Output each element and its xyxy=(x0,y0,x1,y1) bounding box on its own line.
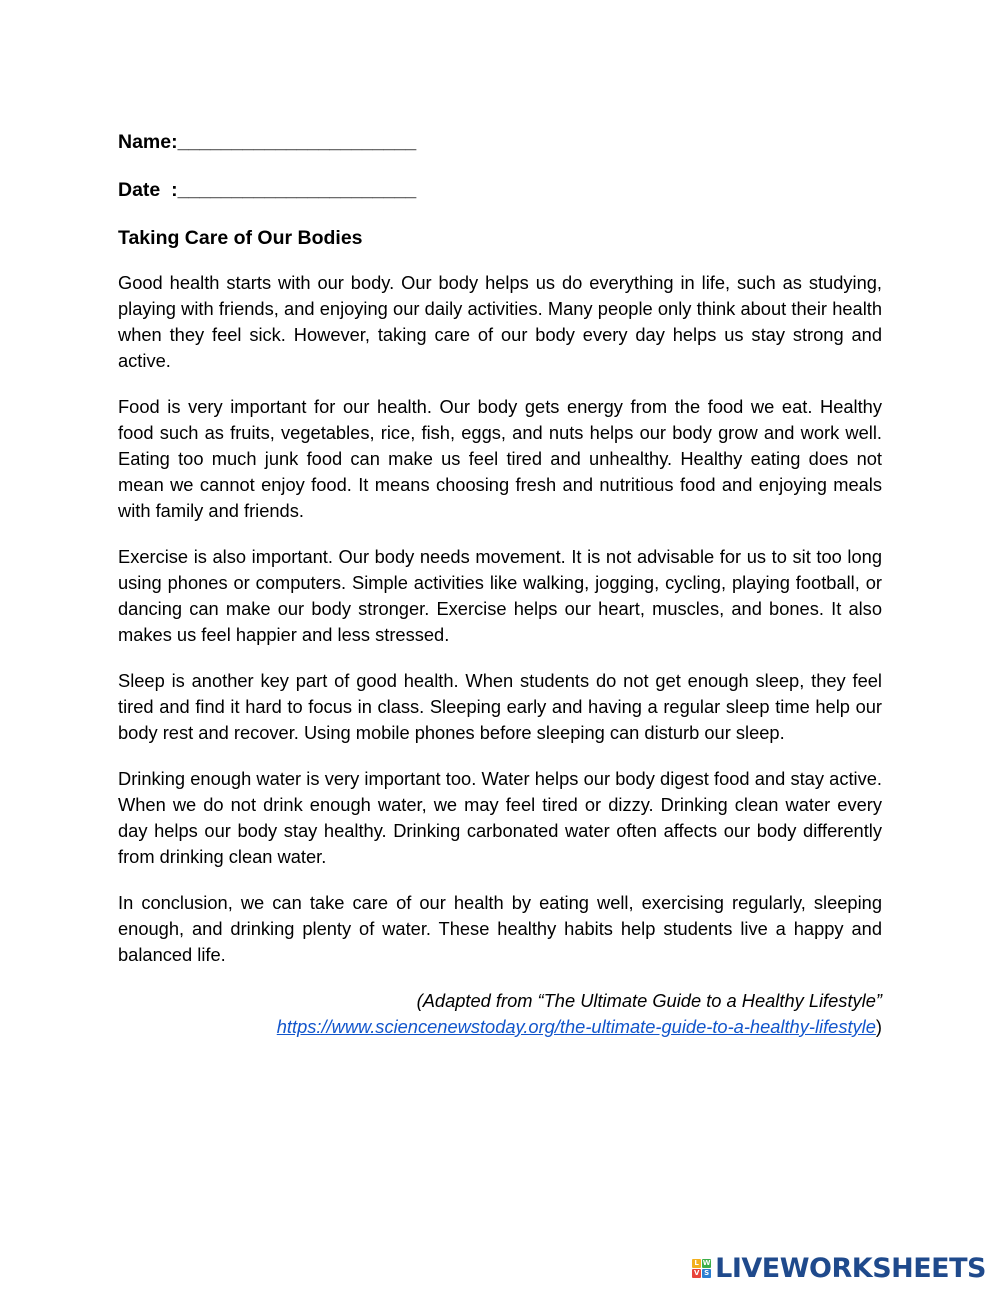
logo-tile-v: V xyxy=(693,1269,700,1277)
paragraph-conclusion: In conclusion, we can take care of our health by eating well, exercising regularly, sleeping enough, and drinking plenty of water. These healthy habits help students live a happy and balanced life. xyxy=(118,892,882,965)
citation-close: ) xyxy=(875,1016,882,1037)
paragraph-water: Drinking enough water is very important too. Water helps our body digest food and stay active. When we do not drink enough water, we may feel tired or dizzy. Drinking clean water every day helps our body stay healthy. Drinking carbonated water often affects our body differently from drinking clean water. xyxy=(118,768,882,867)
citation-link[interactable]: https://www.sciencenewstoday.org/the-ultimate-guide-to-a-healthy-lifestyle xyxy=(276,1016,876,1037)
liveworksheets-logo[interactable] xyxy=(692,1253,986,1284)
date-field-label[interactable]: Date :______________________ xyxy=(118,179,417,201)
citation xyxy=(118,988,882,1040)
name-field-label[interactable]: Name:______________________ xyxy=(118,131,417,153)
worksheet-page xyxy=(118,130,882,1040)
liveworksheets-logo-text: LIVEWORKSHEETS xyxy=(715,1253,986,1284)
liveworksheets-logo-icon xyxy=(692,1259,711,1278)
logo-tile-l: L xyxy=(692,1259,701,1268)
citation-source-title: (Adapted from “The Ultimate Guide to a Healthy Lifestyle” xyxy=(416,990,882,1011)
logo-tile-w: W xyxy=(702,1259,711,1267)
logo-tile-s: S xyxy=(704,1269,710,1277)
article-title: Taking Care of Our Bodies xyxy=(118,227,363,249)
paragraph-sleep: Sleep is another key part of good health. When students do not get enough sleep, they feel tired and find it hard to focus in class. Sleeping early and having a regular sleep time help our body rest and recover. Using mobile phones before sleeping can disturb our sleep. xyxy=(118,670,882,743)
paragraph-exercise: Exercise is also important. Our body needs movement. It is not advisable for us to sit too long using phones or computers. Simple activities like walking, jogging, cycling, playing football, or dancing can make our body stronger. Exercise helps our heart, muscles, and bones. It also makes us feel happier and less stressed. xyxy=(118,546,882,645)
paragraph-intro: Good health starts with our body. Our body helps us do everything in life, such as studying, playing with friends, and enjoying our daily activities. Many people only think about their health when they feel sick. However, taking care of our body every day helps us stay strong and active. xyxy=(118,272,882,371)
paragraph-food: Food is very important for our health. Our body gets energy from the food we eat. Healthy food such as fruits, vegetables, rice, fish, eggs, and nuts helps our body grow and work well. Eating too much junk food can make us feel tired and unhealthy. Healthy eating does not mean we cannot enjoy food. It means choosing fresh and nutritious food and enjoying meals with family and friends. xyxy=(118,396,882,521)
